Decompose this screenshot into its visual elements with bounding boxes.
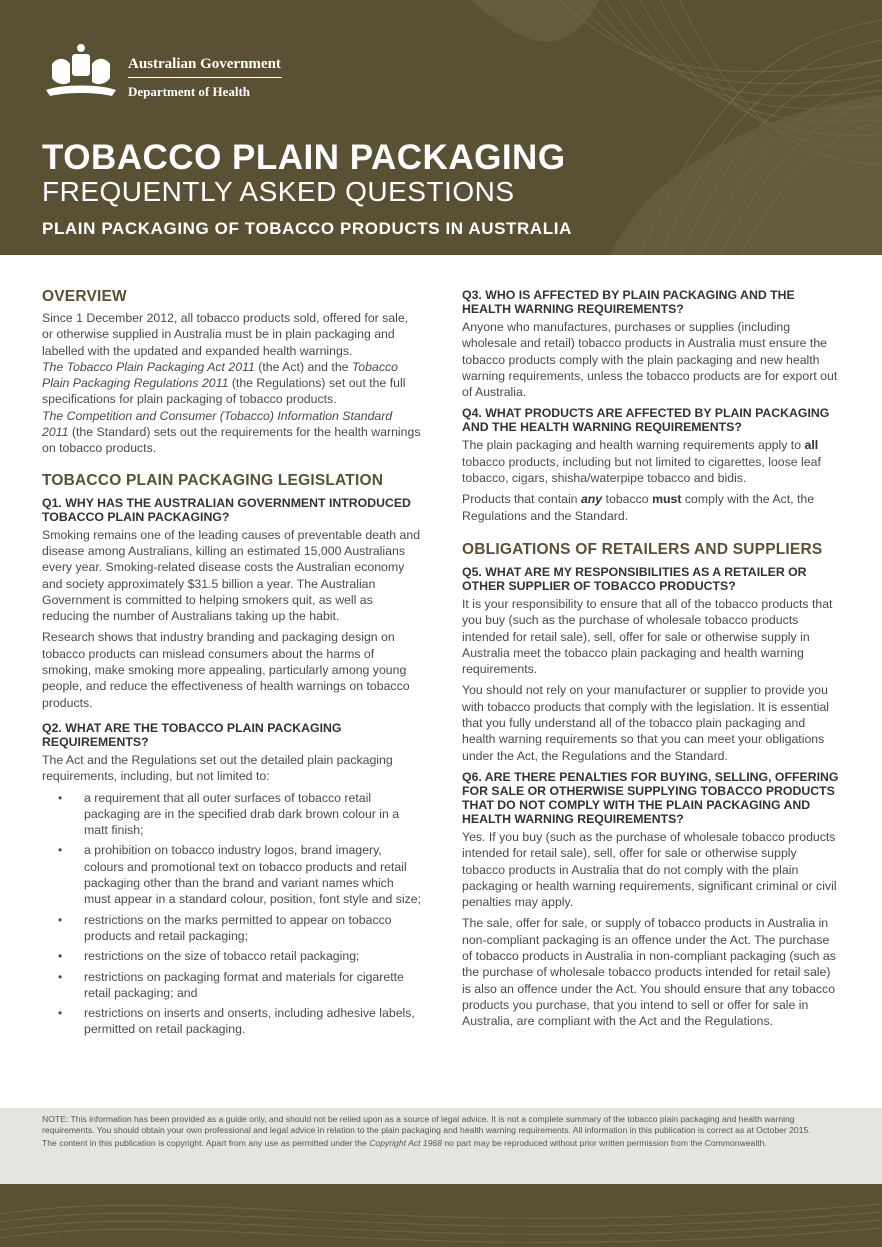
copyright-note: The content in this publication is copyright. Apart from any use as permitted under the Copyright Act 1968 no part may be reproduced without prior written permission from the Commonwealth. bbox=[42, 1138, 767, 1148]
act-title: The Tobacco Plain Packaging Act 2011 bbox=[42, 359, 255, 374]
q1-heading: Q1. WHY HAS THE AUSTRALIAN GOVERNMENT INTRODUCED TOBACCO PLAIN PACKAGING? bbox=[42, 495, 411, 524]
q4-paragraph-2: Products that contain any tobacco must comply with the Act, the Regulations and the Standard. bbox=[462, 492, 815, 523]
list-item: • restrictions on the marks permitted to appear on tobacco products and retail packaging; bbox=[58, 912, 392, 943]
overview-heading: OVERVIEW bbox=[42, 288, 127, 305]
decorative-waves bbox=[0, 0, 882, 255]
standard-title: The Competition and Consumer (Tobacco) Information Standard 2011 bbox=[42, 408, 393, 440]
q5-heading: Q5. WHAT ARE MY RESPONSIBILITIES AS A RETAILER OR OTHER SUPPLIER OF TOBACCO PRODUCTS? bbox=[462, 564, 807, 593]
list-item: • restrictions on the size of tobacco retail packaging; bbox=[58, 949, 360, 964]
overview-paragraph-1: Since 1 December 2012, all tobacco products sold, offered for sale, or otherwise supplied in Australia must be in plain packaging and labelled with the updated and expanded health warnings. bbox=[42, 311, 409, 358]
q1-paragraph-1: Smoking remains one of the leading causes of preventable death and disease among Australians, killing an estimated 15,000 Australians every year. Smoking-related disease costs the Australian economy and society approximately $31.5 billion a year. The Australian Government is committed to helping smokers quit, as well as reducing the number of Australians taking up the habit. bbox=[42, 527, 421, 624]
left-column bbox=[42, 288, 422, 1042]
page-title: TOBACCO PLAIN PACKAGING bbox=[42, 138, 566, 177]
overview-paragraph-3: The Competition and Consumer (Tobacco) Information Standard 2011 (the Standard) sets out the requirements for the health warnings on tobacco products. bbox=[42, 408, 421, 456]
emphasis-all: all bbox=[804, 438, 819, 453]
regulations-title: Tobacco Plain Packaging Regulations 2011 bbox=[42, 359, 398, 391]
decorative-waves-footer bbox=[0, 1184, 882, 1247]
copyright-act-title: Copyright Act 1968 bbox=[369, 1138, 442, 1148]
department-name: Department of Health bbox=[128, 84, 251, 99]
page-subtitle: FREQUENTLY ASKED QUESTIONS bbox=[42, 176, 515, 207]
q2-paragraph-1: The Act and the Regulations set out the detailed plain packaging requirements, including, but not limited to: bbox=[42, 752, 393, 784]
list-item: • a requirement that all outer surfaces of tobacco retail packaging are in the specified drab dark brown colour in a matt finish; bbox=[58, 790, 400, 838]
q6-paragraph-1: Yes. If you buy (such as the purchase of wholesale tobacco products intended for retail sale), sell, offer for sale or otherwise supply tobacco products in Australia that do not comply with the plain packaging or health warning requirements, significant criminal or civil penalties may apply. bbox=[462, 829, 837, 910]
government-logo bbox=[42, 42, 282, 100]
legislation-heading: TOBACCO PLAIN PACKAGING LEGISLATION bbox=[42, 471, 384, 489]
q4-paragraph-1: The plain packaging and health warning requirements apply to all tobacco products, including but not limited to cigarettes, loose leaf tobacco, cigars, shisha/waterpipe tobacco and bidis. bbox=[462, 438, 821, 486]
header-banner bbox=[0, 0, 882, 255]
requirements-list bbox=[42, 790, 422, 1038]
disclaimer-note: NOTE: This information has been provided as a guide only, and should not be relied upon as a source of legal advice. It is not a complete summary of the tobacco plain packaging and health warning requirements. You should obtain your own professional and legal advice in relation to the plain packaging and health warning requirements. All information in this publication is correct as at October 2015. bbox=[42, 1114, 811, 1135]
q6-paragraph-2: The sale, offer for sale, or supply of tobacco products in Australia in non-compliant packaging is an offence under the Act. The purchase of tobacco products in Australia in non-compliant packaging (such as the purchase of wholesale tobacco products intended for retail sale) is also an offence under the Act. You should ensure that any tobacco products you purchase, that you intend to sell or offer for sale in Australia, are compliant with the Act and the Regulations. bbox=[462, 916, 836, 1029]
gov-name: Australian Government bbox=[128, 42, 282, 78]
page-tagline: PLAIN PACKAGING OF TOBACCO PRODUCTS IN AUSTRALIA bbox=[42, 219, 572, 238]
footer-band bbox=[0, 1184, 882, 1247]
list-item: • restrictions on inserts and onserts, including adhesive labels, permitted on retail packaging. bbox=[58, 1006, 415, 1037]
right-column bbox=[462, 288, 842, 1035]
emphasis-any: any bbox=[580, 492, 603, 507]
q5-paragraph-1: It is your responsibility to ensure that all of the tobacco products that you buy (such as the purchase of wholesale tobacco products intended for retail sale), sell, offer for sale or otherwise supply in Australia meet the tobacco plain packaging and health warning requirements. bbox=[462, 596, 833, 677]
q3-heading: Q3. WHO IS AFFECTED BY PLAIN PACKAGING AND THE HEALTH WARNING REQUIREMENTS? bbox=[462, 288, 795, 316]
q1-paragraph-2: Research shows that industry branding and packaging design on tobacco products can mislead consumers about the harms of smoking, make smoking more appealing, particularly among young people, and reduce the effectiveness of health warnings on tobacco products. bbox=[42, 630, 410, 710]
q6-heading: Q6. ARE THERE PENALTIES FOR BUYING, SELLING, OFFERING FOR SALE OR OTHERWISE SUPPLYING TOBACCO PRODUCTS THAT DO NOT COMPLY WITH THE PLAIN PACKAGING AND HEALTH WARNING REQUIREMENTS? bbox=[462, 769, 839, 826]
q5-paragraph-2: You should not rely on your manufacturer or supplier to provide you with tobacco products that comply with the legislation. It is essential that you fully understand all of the tobacco plain packaging and health warning requirements so that you can meet your obligations under the Act, the Regulations and the Standard. bbox=[462, 683, 830, 763]
list-item: • a prohibition on tobacco industry logos, brand imagery, colours and promotional text on tobacco products and retail packaging other than the brand and variant names which must appear in a standard colour, position, font style and size; bbox=[58, 843, 421, 907]
emphasis-must: must bbox=[652, 492, 682, 507]
list-item: • restrictions on packaging format and materials for cigarette retail packaging; and bbox=[58, 969, 404, 1000]
overview-paragraph-2: The Tobacco Plain Packaging Act 2011 (the Act) and the Tobacco Plain Packaging Regulations 2011 (the Regulations) set out the full specifications for plain packaging of tobacco products. bbox=[42, 359, 406, 407]
disclaimer-box bbox=[0, 1108, 882, 1184]
coat-of-arms-icon bbox=[42, 42, 120, 100]
q2-heading: Q2. WHAT ARE THE TOBACCO PLAIN PACKAGING REQUIREMENTS? bbox=[42, 720, 342, 749]
q3-paragraph-1: Anyone who manufactures, purchases or supplies (including wholesale and retail) tobacco products in Australia must ensure the tobacco products comply with the plain packaging and new health warning requirements, unless the tobacco products are for export out of Australia. bbox=[462, 320, 838, 400]
q4-heading: Q4. WHAT PRODUCTS ARE AFFECTED BY PLAIN PACKAGING AND THE HEALTH WARNING REQUIREMENTS? bbox=[462, 406, 830, 435]
obligations-heading: OBLIGATIONS OF RETAILERS AND SUPPLIERS bbox=[462, 540, 823, 558]
